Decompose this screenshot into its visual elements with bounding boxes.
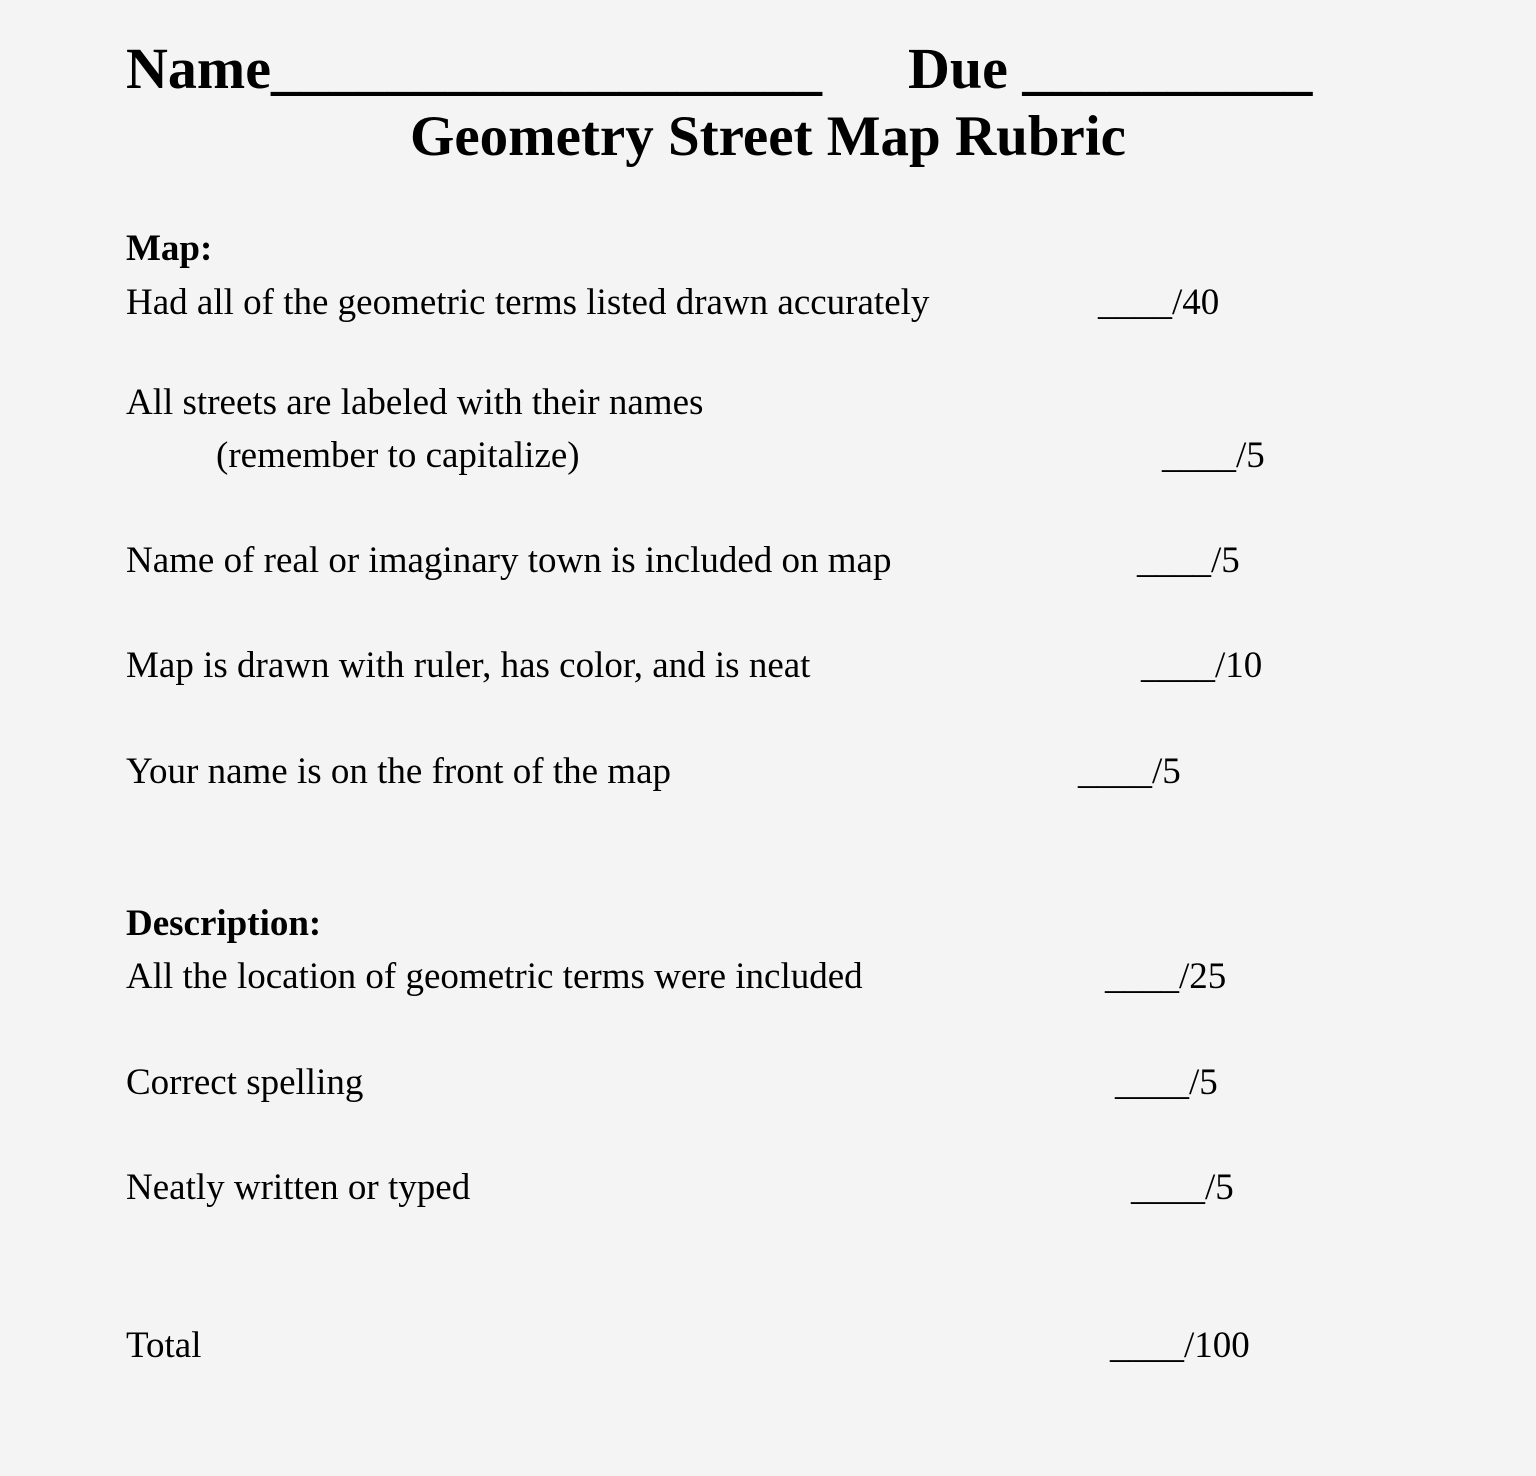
rubric-item-text: Neatly written or typed — [126, 1167, 471, 1208]
page-title: Geometry Street Map Rubric — [410, 105, 1126, 168]
total-label: Total — [126, 1325, 202, 1366]
rubric-item-text: All the location of geometric terms were included — [126, 956, 863, 997]
rubric-item-score[interactable]: ____/5 — [1137, 540, 1240, 581]
rubric-item-text: Your name is on the front of the map — [126, 751, 671, 792]
rubric-item-score[interactable]: ____/5 — [1115, 1062, 1218, 1103]
rubric-item-subtext: (remember to capitalize) — [216, 435, 580, 476]
rubric-item-score[interactable]: ____/40 — [1098, 282, 1220, 323]
name-field[interactable]: Name___________________ — [126, 36, 822, 101]
rubric-item-text: Had all of the geometric terms listed drawn accurately — [126, 282, 930, 323]
rubric-item-text: Correct spelling — [126, 1062, 364, 1103]
rubric-item-text: Map is drawn with ruler, has color, and is neat — [126, 645, 811, 686]
rubric-item-text: Name of real or imaginary town is included on map — [126, 540, 892, 581]
due-field[interactable]: Due __________ — [908, 36, 1313, 101]
total-score[interactable]: ____/100 — [1110, 1325, 1250, 1366]
rubric-item-score[interactable]: ____/10 — [1141, 645, 1263, 686]
rubric-item-text: All streets are labeled with their names — [126, 382, 704, 423]
rubric-item-score[interactable]: ____/5 — [1131, 1167, 1234, 1208]
rubric-item-score[interactable]: ____/25 — [1105, 956, 1227, 997]
rubric-item-score[interactable]: ____/5 — [1078, 751, 1181, 792]
rubric-item-score[interactable]: ____/5 — [1162, 435, 1265, 476]
section-heading-map: Map: — [126, 228, 213, 269]
section-heading-description: Description: — [126, 903, 322, 944]
